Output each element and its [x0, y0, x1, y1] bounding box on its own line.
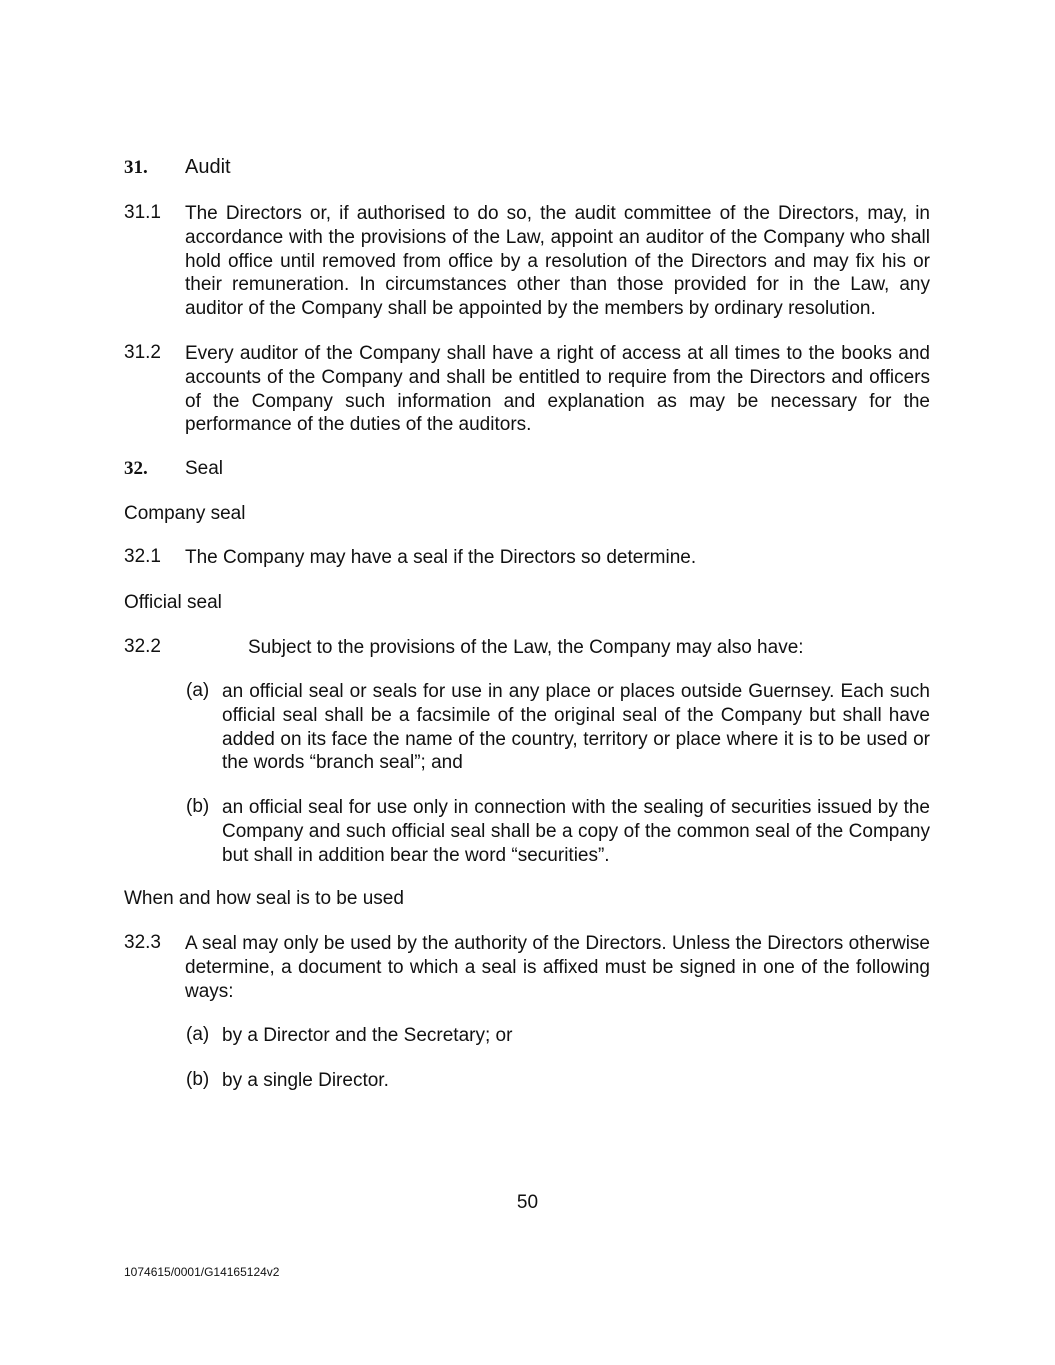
subheading-when-how: When and how seal is to be used: [124, 888, 404, 909]
document-reference: 1074615/0001/G14165124v2: [124, 1265, 280, 1279]
item-label: (a): [186, 1024, 210, 1045]
item-label: (b): [186, 796, 210, 817]
section-number: 31.: [124, 157, 148, 178]
section-heading-audit: [124, 156, 231, 179]
subheading-company-seal: Company seal: [124, 503, 246, 524]
section-title: Seal: [185, 458, 224, 479]
clause-31-2: [124, 342, 930, 437]
clause-31-1: [124, 202, 930, 321]
clause-number: 32.3: [124, 932, 161, 953]
clause-number: 32.1: [124, 546, 161, 567]
item-text: by a Director and the Secretary; or: [222, 1025, 513, 1046]
item-text: an official seal or seals for use in any place or places outside Guernsey. Each such official seal shall be a facsimile of the original seal of the Company but shall have added on its face the name of the country, territory or place where it is to be used or the words “branch seal”; and: [222, 681, 930, 774]
list-item: [186, 796, 930, 867]
clause-text: The Company may have a seal if the Directors so determine.: [185, 547, 697, 568]
clause-number: 31.2: [124, 342, 161, 363]
clause-text: A seal may only be used by the authority of the Directors. Unless the Directors otherwise determine, a document to which a seal is affixed must be signed in one of the following ways:: [185, 933, 930, 1002]
section-heading-seal: [124, 458, 223, 480]
list-item: [186, 1069, 930, 1093]
item-text: by a single Director.: [222, 1070, 389, 1091]
section-number: 32.: [124, 458, 148, 479]
item-text: an official seal for use only in connection with the sealing of securities issued by the Company and such official seal shall be a copy of the common seal of the Company but shall in addition bear the word “securities”.: [222, 797, 930, 866]
clause-32-2: [124, 636, 930, 660]
subheading-official-seal: Official seal: [124, 592, 222, 613]
section-title: Audit: [185, 156, 231, 178]
clause-number: 31.1: [124, 202, 161, 223]
list-item: [186, 680, 930, 775]
item-label: (b): [186, 1069, 210, 1090]
list-item: [186, 1024, 930, 1048]
clause-32-1: [124, 546, 930, 570]
clause-32-3: [124, 932, 930, 1003]
clause-number: 32.2: [124, 636, 161, 657]
clause-text: Subject to the provisions of the Law, the Company may also have:: [248, 637, 804, 658]
clause-text: Every auditor of the Company shall have a right of access at all times to the books and accounts of the Company and shall be entitled to require from the Directors and officers of the Company such information and explanation as may be necessary for the performance of the duties of the auditors.: [185, 343, 930, 436]
clause-text: The Directors or, if authorised to do so, the audit committee of the Directors, may, in accordance with the provisions of the Law, appoint an auditor of the Company who shall hold office until removed from office by a resolution of the Directors and may fix his or their remuneration. In circumstances other than those provided for in the Law, any auditor of the Company shall be appointed by the members by ordinary resolution.: [185, 203, 930, 320]
page-number: 50: [516, 1192, 539, 1213]
item-label: (a): [186, 680, 210, 701]
